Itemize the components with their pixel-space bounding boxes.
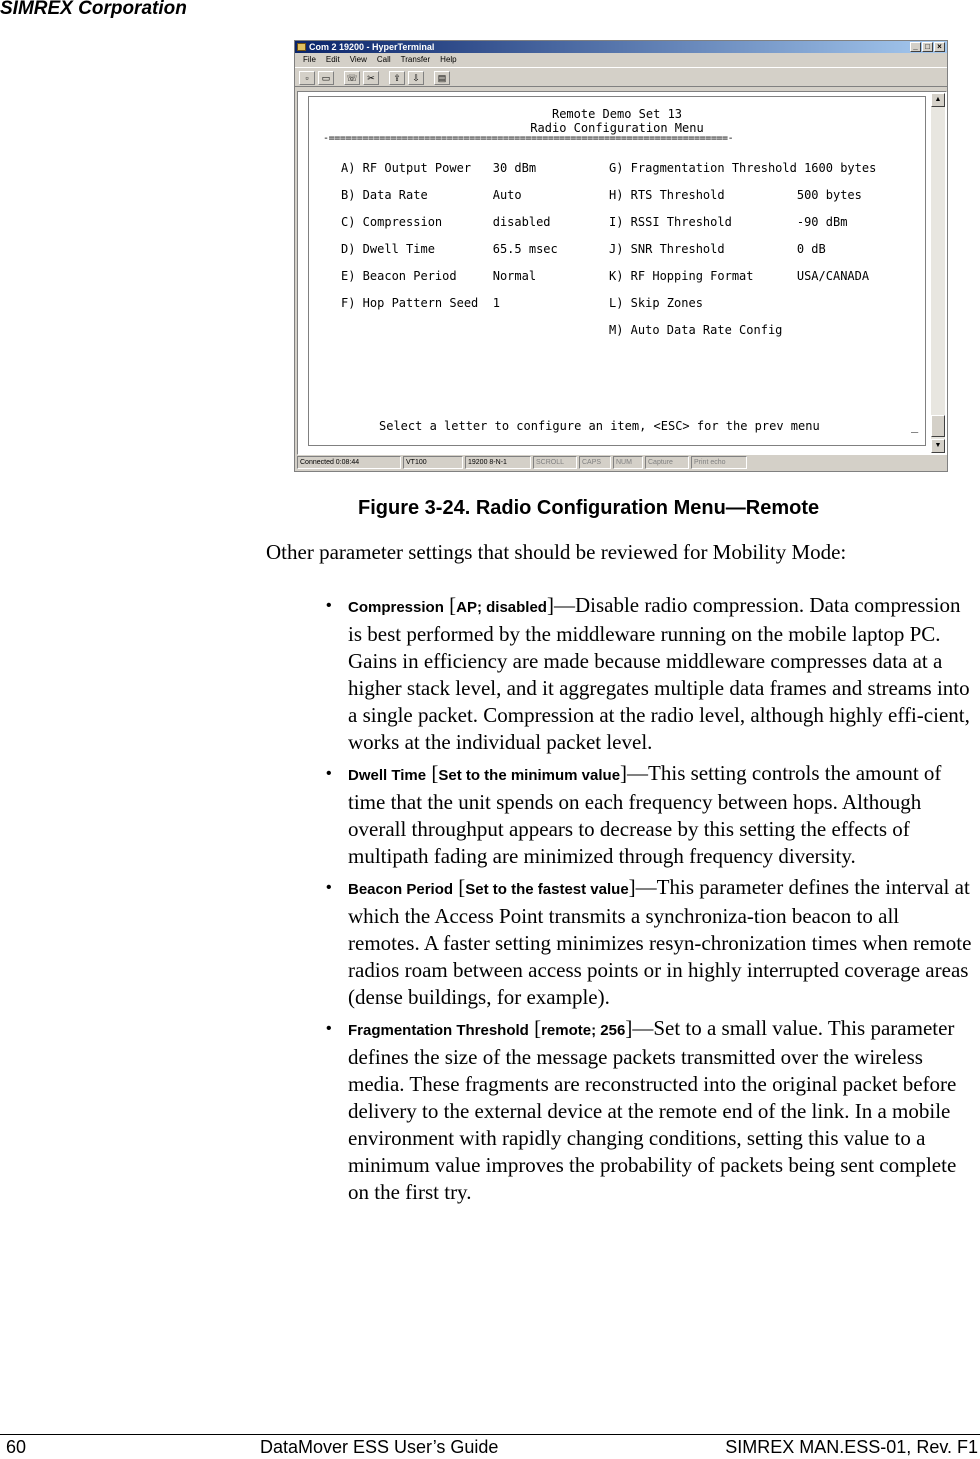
status-capture: Capture: [645, 456, 689, 469]
screen-prompt: Select a letter to configure an item, <ESC> for the prev menu: [379, 419, 820, 433]
bullet-text: —Set to a small value. This parameter defines the size of the message packets transmitted over the wireless media. These fragments are reconstructed into the original packet before delivery to the external device at the remote end of the link. In a mobile environment with rapidly changing conditions, setting this value to a minimum value improves the probability of packets being sent complete on the first try.: [348, 1016, 957, 1204]
bullet-icon: •: [326, 597, 332, 614]
window-title: Com 2 19200 - HyperTerminal: [309, 42, 435, 52]
menu-row-left: C) Compression disabled: [341, 215, 551, 229]
intro-paragraph: Other parameter settings that should be reviewed for Mobility Mode:: [266, 540, 847, 564]
scroll-thumb[interactable]: [931, 415, 945, 437]
menu-row-right: M) Auto Data Rate Config: [609, 323, 783, 337]
bullet-list: [324, 592, 976, 1210]
menu-row-left: D) Dwell Time 65.5 msec: [341, 242, 558, 256]
disconnect-icon[interactable]: ✂: [363, 71, 379, 85]
status-num: NUM: [613, 456, 643, 469]
app-icon: [297, 43, 306, 51]
bullet-icon: •: [326, 765, 332, 782]
toolbar: [295, 67, 947, 87]
list-item: • Fragmentation Threshold [remote; 256]—Set to a small value. This parameter defines the size of the message packets transmitted over the wireless media. These fragments are reconstructed into the original packet before delivery to the external device at the remote end of the link. In a mobile environment with rapidly changing conditions, setting this value to a minimum value improves the probability of packets being sent complete on the first try.: [326, 1016, 957, 1204]
bullet-value: AP; disabled: [456, 599, 547, 616]
maximize-icon[interactable]: □: [922, 42, 933, 52]
menu-row-left: F) Hop Pattern Seed 1: [341, 296, 500, 310]
terminal-area[interactable]: [297, 91, 947, 455]
screen-rule: -=======================================================================-: [323, 133, 734, 144]
document-id: SIMREX MAN.ESS-01, Rev. F1: [725, 1437, 978, 1457]
screen-heading-1: Remote Demo Set 13: [551, 107, 683, 121]
bullet-term: Fragmentation Threshold: [348, 1022, 529, 1039]
bullet-term: Compression: [348, 599, 444, 616]
menu-file[interactable]: File: [303, 55, 316, 64]
figure-caption: Figure 3-24. Radio Configuration Menu—Remote: [358, 497, 820, 519]
bullet-value: Set to the minimum value: [438, 767, 621, 784]
menu-row-left: B) Data Rate Auto: [341, 188, 522, 202]
bullet-value: Set to the fastest value: [465, 881, 629, 898]
menu-row-right: H) RTS Threshold 500 bytes: [609, 188, 862, 202]
menu-row-right: G) Fragmentation Threshold 1600 bytes: [609, 161, 877, 175]
bullet-icon: •: [326, 879, 332, 896]
bullet-text: —This setting controls the amount of time that the unit spends on each frequency between hops. Although overall throughput appears to decrease by this setting the effects of multipath fading are minimized through frequency diversity.: [348, 761, 942, 868]
bullet-text: —This parameter defines the interval at which the Access Point transmits a synchroniza-tion beacon to all remotes. A faster setting minimizes resyn-chronization times when remote radios roam between access points or in highly interrupted coverage areas (dense buildings, for example).: [348, 875, 972, 1009]
menu-row-right: J) SNR Threshold 0 dB: [609, 242, 826, 256]
status-port-settings: 19200 8-N-1: [465, 456, 531, 469]
menu-row-right: L) Skip Zones: [609, 296, 703, 310]
menu-row-left: E) Beacon Period Normal: [341, 269, 537, 283]
page-number: 60: [6, 1437, 27, 1457]
menu-row-right: K) RF Hopping Format USA/CANADA: [609, 269, 870, 283]
status-connected: Connected 0:08:44: [297, 456, 401, 469]
receive-icon[interactable]: ⇩: [408, 71, 424, 85]
properties-icon[interactable]: ▤: [434, 71, 450, 85]
close-icon[interactable]: ×: [934, 42, 945, 52]
list-item: • Beacon Period [Set to the fastest value]—This parameter defines the interval at which the Access Point transmits a synchroniza-tion beacon to all remotes. A faster setting minimizes resyn-chronization times when remote radios roam between access points or in highly interrupted coverage areas (dense buildings, for example).: [326, 875, 972, 1009]
menu-row-right: I) RSSI Threshold -90 dBm: [609, 215, 848, 229]
bullet-text: —Disable radio compression. Data compression is best performed by the middleware running on the mobile laptop PC. Gains in efficiency are made because middleware compresses data at a higher stack level, and it aggregates multiple data frames and streams into a single packet. Compression at the radio level, although highly effi-cient, works at the individual packet level.: [348, 593, 970, 754]
menu-transfer[interactable]: Transfer: [400, 55, 431, 64]
call-icon[interactable]: ☏: [344, 71, 360, 85]
menu-help[interactable]: Help: [440, 55, 457, 64]
bullet-term: Beacon Period: [348, 881, 454, 898]
send-icon[interactable]: ⇪: [389, 71, 405, 85]
menu-view[interactable]: View: [349, 55, 367, 64]
new-file-icon[interactable]: ▫: [299, 71, 315, 85]
status-scroll: SCROLL: [533, 456, 577, 469]
list-item: • Dwell Time [Set to the minimum value]—This setting controls the amount of time that the unit spends on each frequency between hops. Although overall throughput appears to decrease by this setting the effects of multipath fading are minimized through frequency diversity.: [326, 761, 942, 868]
menu-row-left: A) RF Output Power 30 dBm: [341, 161, 537, 175]
bullet-icon: •: [326, 1020, 332, 1037]
screen-heading-2: Radio Configuration Menu: [530, 121, 704, 135]
menu-bar: [295, 53, 947, 67]
status-bar: [297, 456, 947, 470]
open-folder-icon[interactable]: ▭: [318, 71, 334, 85]
scroll-up-icon[interactable]: ▲: [931, 93, 945, 107]
status-emulation: VT100: [403, 456, 463, 469]
list-item: • Compression [AP; disabled]—Disable radio compression. Data compression is best performed by the middleware running on the mobile laptop PC. Gains in efficiency are made because middleware compresses data at a higher stack level, and it aggregates multiple data frames and streams into a single packet. Compression at the radio level, although highly effi-cient, works at the individual packet level.: [326, 593, 970, 754]
window-titlebar: [295, 41, 947, 53]
bullet-value: remote; 256: [541, 1022, 626, 1039]
bullet-term: Dwell Time: [348, 767, 427, 784]
company-header: SIMREX Corporation: [0, 0, 187, 19]
status-caps: CAPS: [579, 456, 611, 469]
guide-title: DataMover ESS User’s Guide: [260, 1437, 499, 1457]
hyperterminal-window: [294, 40, 948, 472]
footer-divider: [0, 1434, 980, 1435]
menu-call[interactable]: Call: [376, 55, 391, 64]
status-print-echo: Print echo: [691, 456, 747, 469]
terminal-cursor: _: [911, 419, 919, 433]
menu-edit[interactable]: Edit: [325, 55, 340, 64]
scroll-down-icon[interactable]: ▼: [931, 439, 945, 453]
vertical-scrollbar[interactable]: [931, 93, 945, 453]
terminal-screen: [308, 96, 926, 446]
minimize-icon[interactable]: _: [910, 42, 921, 52]
